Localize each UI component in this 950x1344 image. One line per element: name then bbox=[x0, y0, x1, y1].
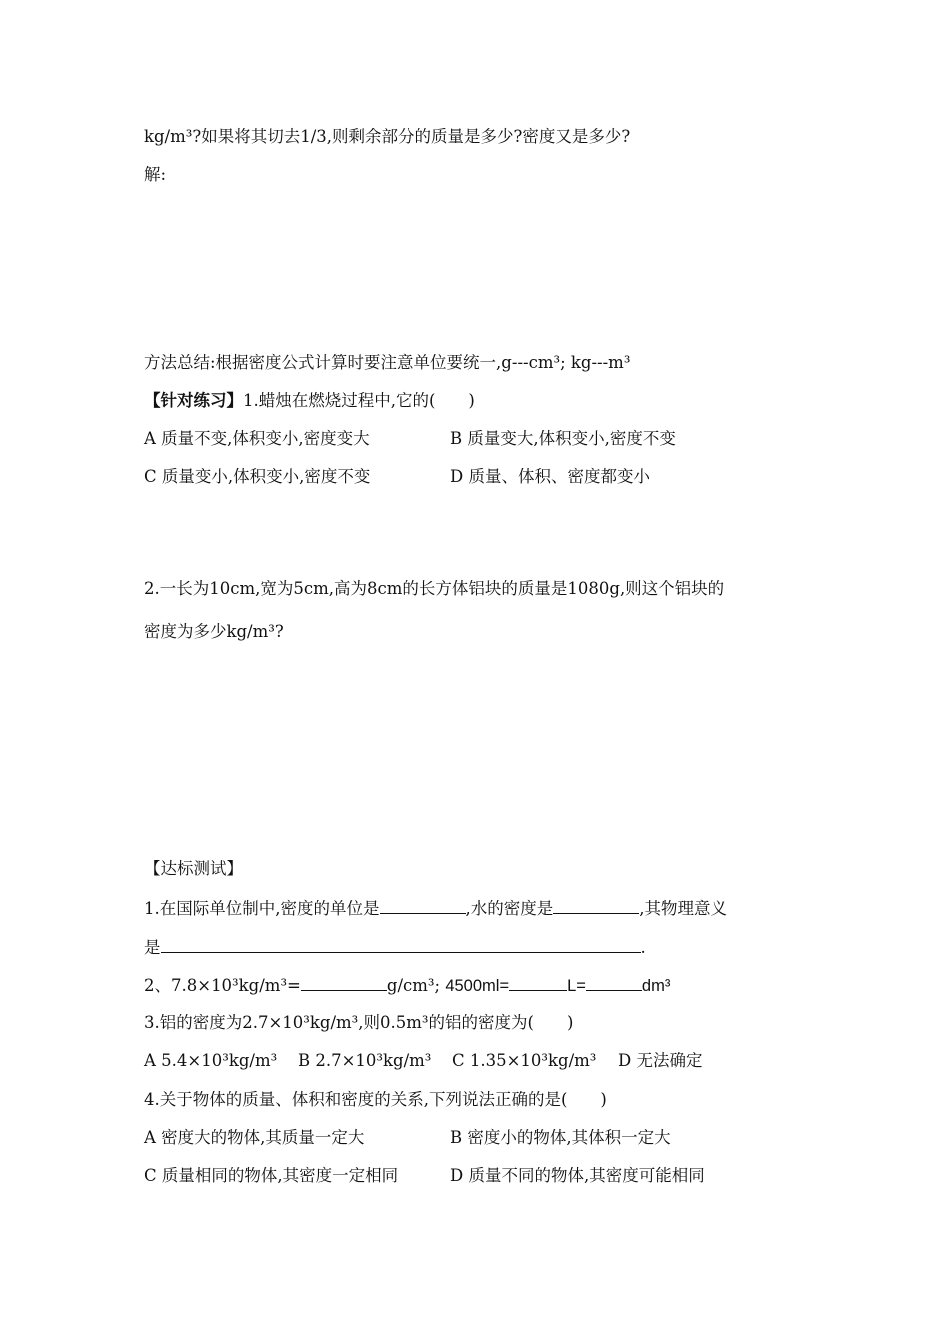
practice-q2-line2: 密度为多少kg/m³? bbox=[144, 622, 284, 641]
method-summary: 方法总结:根据密度公式计算时要注意单位要统一,g---cm³; kg---m³ bbox=[144, 353, 631, 372]
practice-q1-option-d: D 质量、体积、密度都变小 bbox=[450, 467, 650, 486]
solution-label: 解: bbox=[144, 165, 167, 184]
test-q4-option-d: D 质量不同的物体,其密度可能相同 bbox=[450, 1166, 705, 1185]
dm3-blank[interactable] bbox=[586, 974, 642, 991]
water-density-blank[interactable] bbox=[553, 897, 639, 914]
test-q2-part4: L= bbox=[567, 977, 586, 995]
test-q1-line1 bbox=[144, 897, 727, 920]
test-q1-part1: 1.在国际单位制中,密度的单位是 bbox=[144, 899, 380, 918]
practice-heading: 【针对练习】 bbox=[144, 391, 243, 410]
test-q3-option-a: A 5.4×10³kg/m³ bbox=[144, 1051, 278, 1070]
meaning-blank[interactable] bbox=[161, 936, 641, 953]
test-q2-part1: 2、7.8×10³kg/m³= bbox=[144, 976, 301, 995]
test-q3-option-b: B 2.7×10³kg/m³ bbox=[298, 1051, 432, 1070]
test-q4: 4.关于物体的质量、体积和密度的关系,下列说法正确的是( ) bbox=[144, 1090, 607, 1109]
practice-q1-options-cd bbox=[144, 466, 650, 488]
liter-blank[interactable] bbox=[509, 974, 567, 991]
test-heading: 【达标测试】 bbox=[144, 859, 243, 878]
test-q4-options-ab bbox=[144, 1127, 671, 1149]
test-q2-part3: 4500ml= bbox=[445, 977, 510, 995]
question-tail: kg/m³?如果将其切去1/3,则剩余部分的质量是多少?密度又是多少? bbox=[144, 127, 631, 146]
practice-q1-option-c: C 质量变小,体积变小,密度不变 bbox=[144, 467, 371, 486]
test-q4-option-a: A 密度大的物体,其质量一定大 bbox=[144, 1128, 365, 1147]
practice-q1-option-a: A 质量不变,体积变小,密度变大 bbox=[144, 429, 370, 448]
practice-q1-text: 1.蜡烛在燃烧过程中,它的( ) bbox=[243, 391, 475, 410]
test-q2-part5: dm³ bbox=[641, 977, 671, 995]
test-q3-option-d: D 无法确定 bbox=[618, 1051, 703, 1070]
test-q1-end: . bbox=[640, 938, 646, 957]
practice-q1-option-b: B 质量变大,体积变小,密度不变 bbox=[450, 429, 676, 448]
test-q1-part4: 是 bbox=[144, 938, 161, 957]
test-q1-part2: ,水的密度是 bbox=[465, 899, 554, 918]
test-q4-option-c: C 质量相同的物体,其密度一定相同 bbox=[144, 1166, 399, 1185]
test-q3-options bbox=[144, 1050, 702, 1072]
test-q3-option-c: C 1.35×10³kg/m³ bbox=[452, 1051, 597, 1070]
g-cm3-blank[interactable] bbox=[301, 974, 387, 991]
test-q4-options-cd bbox=[144, 1165, 705, 1187]
practice-q1 bbox=[144, 390, 475, 412]
practice-q2-line1: 2.一长为10cm,宽为5cm,高为8cm的长方体铝块的质量是1080g,则这个铝块的 bbox=[144, 579, 725, 598]
test-q3: 3.铝的密度为2.7×10³kg/m³,则0.5m³的铝的密度为( ) bbox=[144, 1013, 574, 1032]
test-q2 bbox=[144, 974, 670, 997]
unit-blank[interactable] bbox=[380, 897, 466, 914]
practice-q1-options-ab bbox=[144, 428, 676, 450]
test-q1-part3: ,其物理意义 bbox=[639, 899, 727, 918]
test-q4-option-b: B 密度小的物体,其体积一定大 bbox=[450, 1128, 671, 1147]
test-q2-part2: g/cm³; bbox=[386, 976, 446, 995]
test-q1-line2 bbox=[144, 936, 646, 959]
